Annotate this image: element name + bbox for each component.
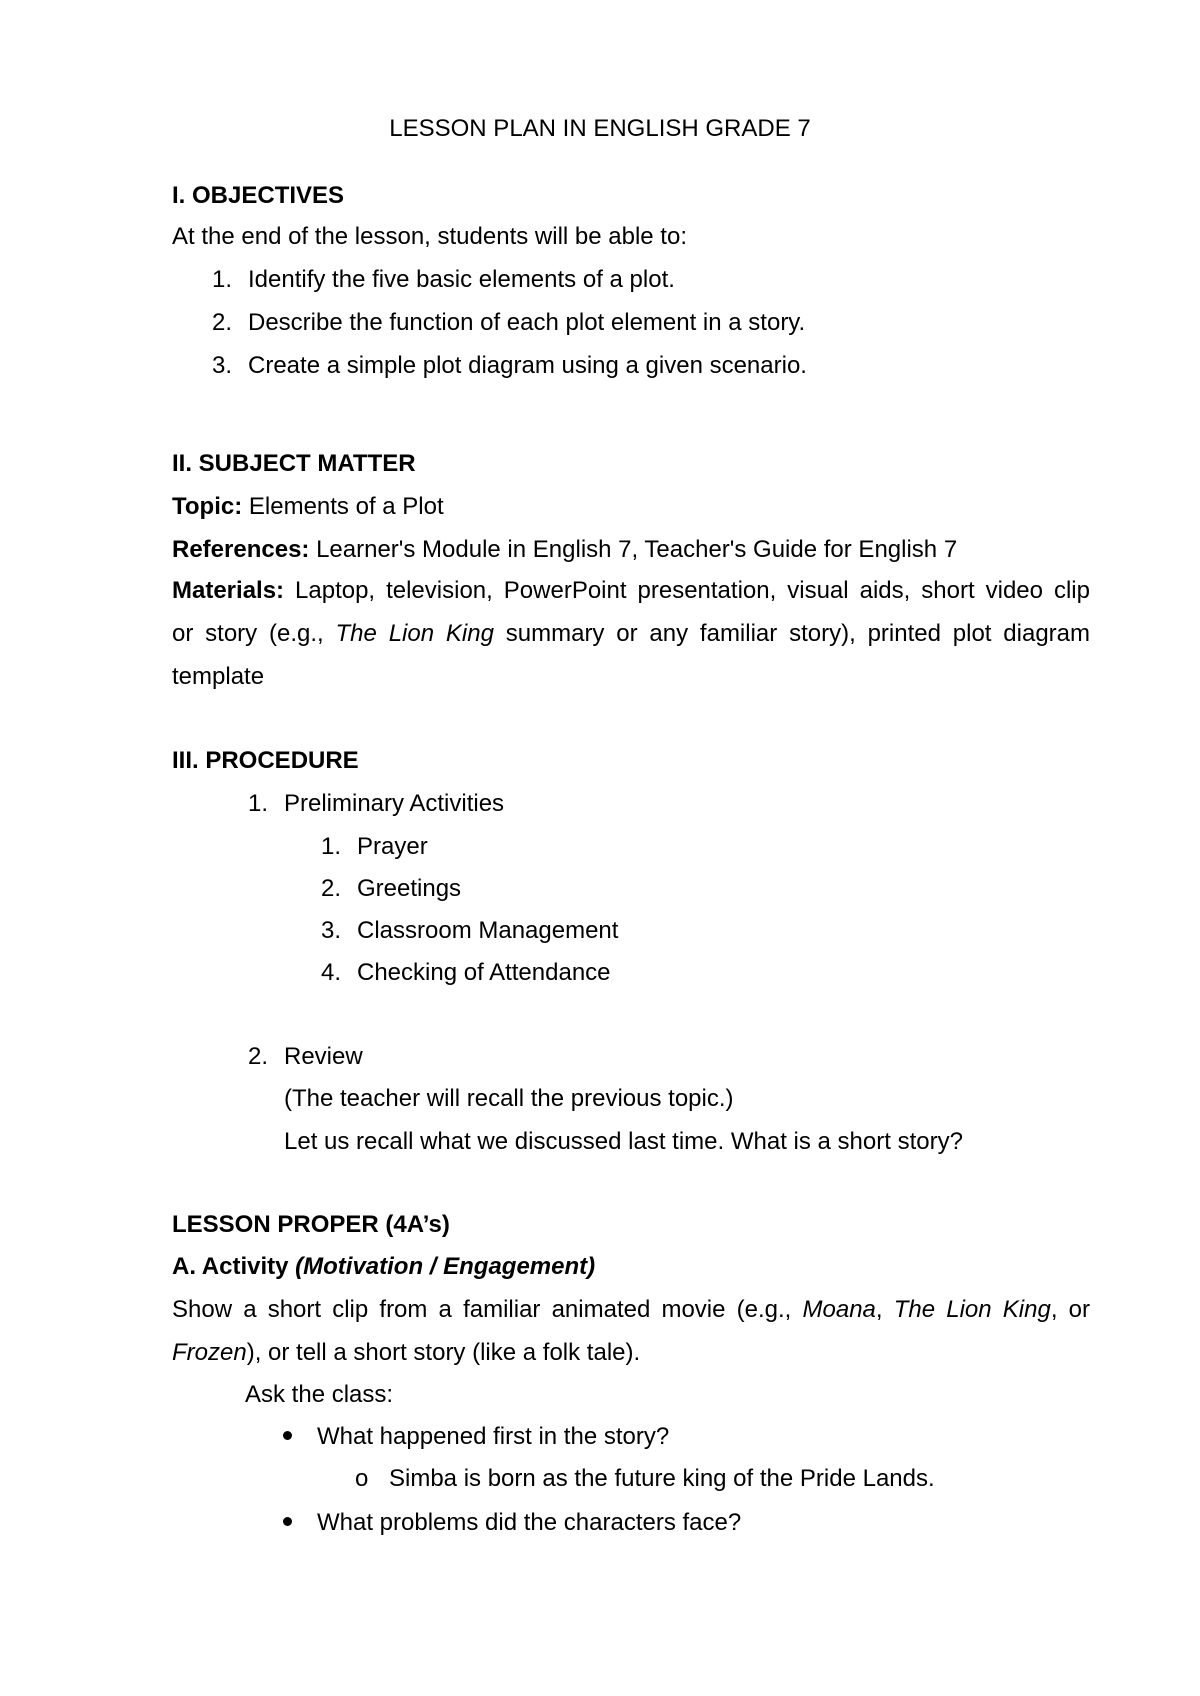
activity-line-2 [172, 1338, 640, 1368]
materials-italic-title: The Lion King [335, 620, 494, 647]
subject-matter-heading: II. SUBJECT MATTER [172, 450, 416, 477]
objectives-intro: At the end of the lesson, students will be able to: [172, 223, 687, 250]
movie-title-moana: Moana [802, 1296, 876, 1323]
bullet-item [283, 1508, 741, 1538]
bullet-text: What happened first in the story? [317, 1423, 670, 1450]
procedure-step [232, 1042, 363, 1072]
list-item-text: Create a simple plot diagram using a given scenario. [248, 352, 807, 379]
activity-text: ), or tell a short story (like a folk tale). [246, 1339, 641, 1366]
procedure-heading: III. PROCEDURE [172, 747, 359, 774]
objective-item [196, 265, 675, 295]
procedure-sub-item [305, 874, 461, 904]
ask-the-class: Ask the class: [245, 1381, 394, 1408]
list-item-text: Greetings [357, 875, 462, 902]
movie-title-lion-king: The Lion King [893, 1296, 1051, 1323]
materials-label: Materials: [172, 577, 285, 604]
list-item-text: Checking of Attendance [357, 959, 611, 986]
list-item-text: Describe the function of each plot element in a story. [248, 309, 806, 336]
activity-heading [172, 1252, 595, 1282]
bullet-item [283, 1422, 669, 1452]
list-number: 3. [320, 917, 341, 944]
topic-label: Topic: [172, 493, 243, 520]
procedure-sub-item [305, 916, 618, 946]
list-item-text: Identify the five basic elements of a plot. [248, 266, 675, 293]
review-question: Let us recall what we discussed last time. What is a short story? [284, 1128, 963, 1155]
movie-title-frozen: Frozen [172, 1339, 247, 1366]
materials-line-1 [172, 576, 1090, 606]
materials-line-2 [172, 619, 1090, 649]
activity-text: , or [1050, 1296, 1090, 1323]
activity-label: A. Activity [172, 1253, 296, 1280]
list-item-text: Preliminary Activities [284, 790, 505, 817]
references-line [172, 535, 957, 565]
bullet-icon [283, 1431, 292, 1440]
activity-text: , [875, 1296, 894, 1323]
materials-text: or story (e.g., [172, 620, 336, 647]
list-number: 1. [320, 833, 341, 860]
materials-text: summary or any familiar story), printed plot diagram [493, 620, 1091, 647]
sub-bullet-item [355, 1464, 935, 1494]
procedure-sub-item [305, 832, 428, 862]
objectives-heading: I. OBJECTIVES [172, 182, 345, 209]
objective-item [196, 308, 805, 338]
list-number: 2. [211, 309, 232, 336]
topic-value: Elements of a Plot [242, 493, 444, 520]
list-number: 2. [247, 1043, 268, 1070]
bullet-text: What problems did the characters face? [317, 1509, 742, 1536]
list-number: 1. [211, 266, 232, 293]
list-item-text: Prayer [357, 833, 428, 860]
materials-line-3: template [172, 663, 265, 690]
page-title: LESSON PLAN IN ENGLISH GRADE 7 [389, 115, 811, 142]
activity-text: Show a short clip from a familiar animated movie (e.g., [172, 1296, 803, 1323]
list-number: 4. [320, 959, 341, 986]
sub-bullet-text: Simba is born as the future king of the Pride Lands. [389, 1465, 935, 1492]
topic-line [172, 492, 444, 522]
procedure-sub-item [305, 958, 611, 988]
lesson-proper-heading: LESSON PROPER (4A’s) [172, 1211, 450, 1238]
list-number: 2. [320, 875, 341, 902]
list-number: 1. [247, 790, 268, 817]
activity-subtitle: (Motivation / Engagement) [295, 1253, 596, 1280]
list-item-text: Review [284, 1043, 363, 1070]
activity-line-1 [172, 1295, 1090, 1325]
procedure-step [232, 789, 504, 819]
circle-bullet-icon: o [355, 1465, 369, 1492]
materials-text: Laptop, television, PowerPoint presentation, visual aids, short video clip [284, 577, 1090, 604]
list-item-text: Classroom Management [357, 917, 619, 944]
review-note: (The teacher will recall the previous topic.) [284, 1085, 734, 1112]
bullet-icon [283, 1517, 292, 1526]
references-value: Learner's Module in English 7, Teacher's Guide for English 7 [309, 536, 958, 563]
list-number: 3. [211, 352, 232, 379]
references-label: References: [172, 536, 310, 563]
objective-item [196, 351, 807, 381]
